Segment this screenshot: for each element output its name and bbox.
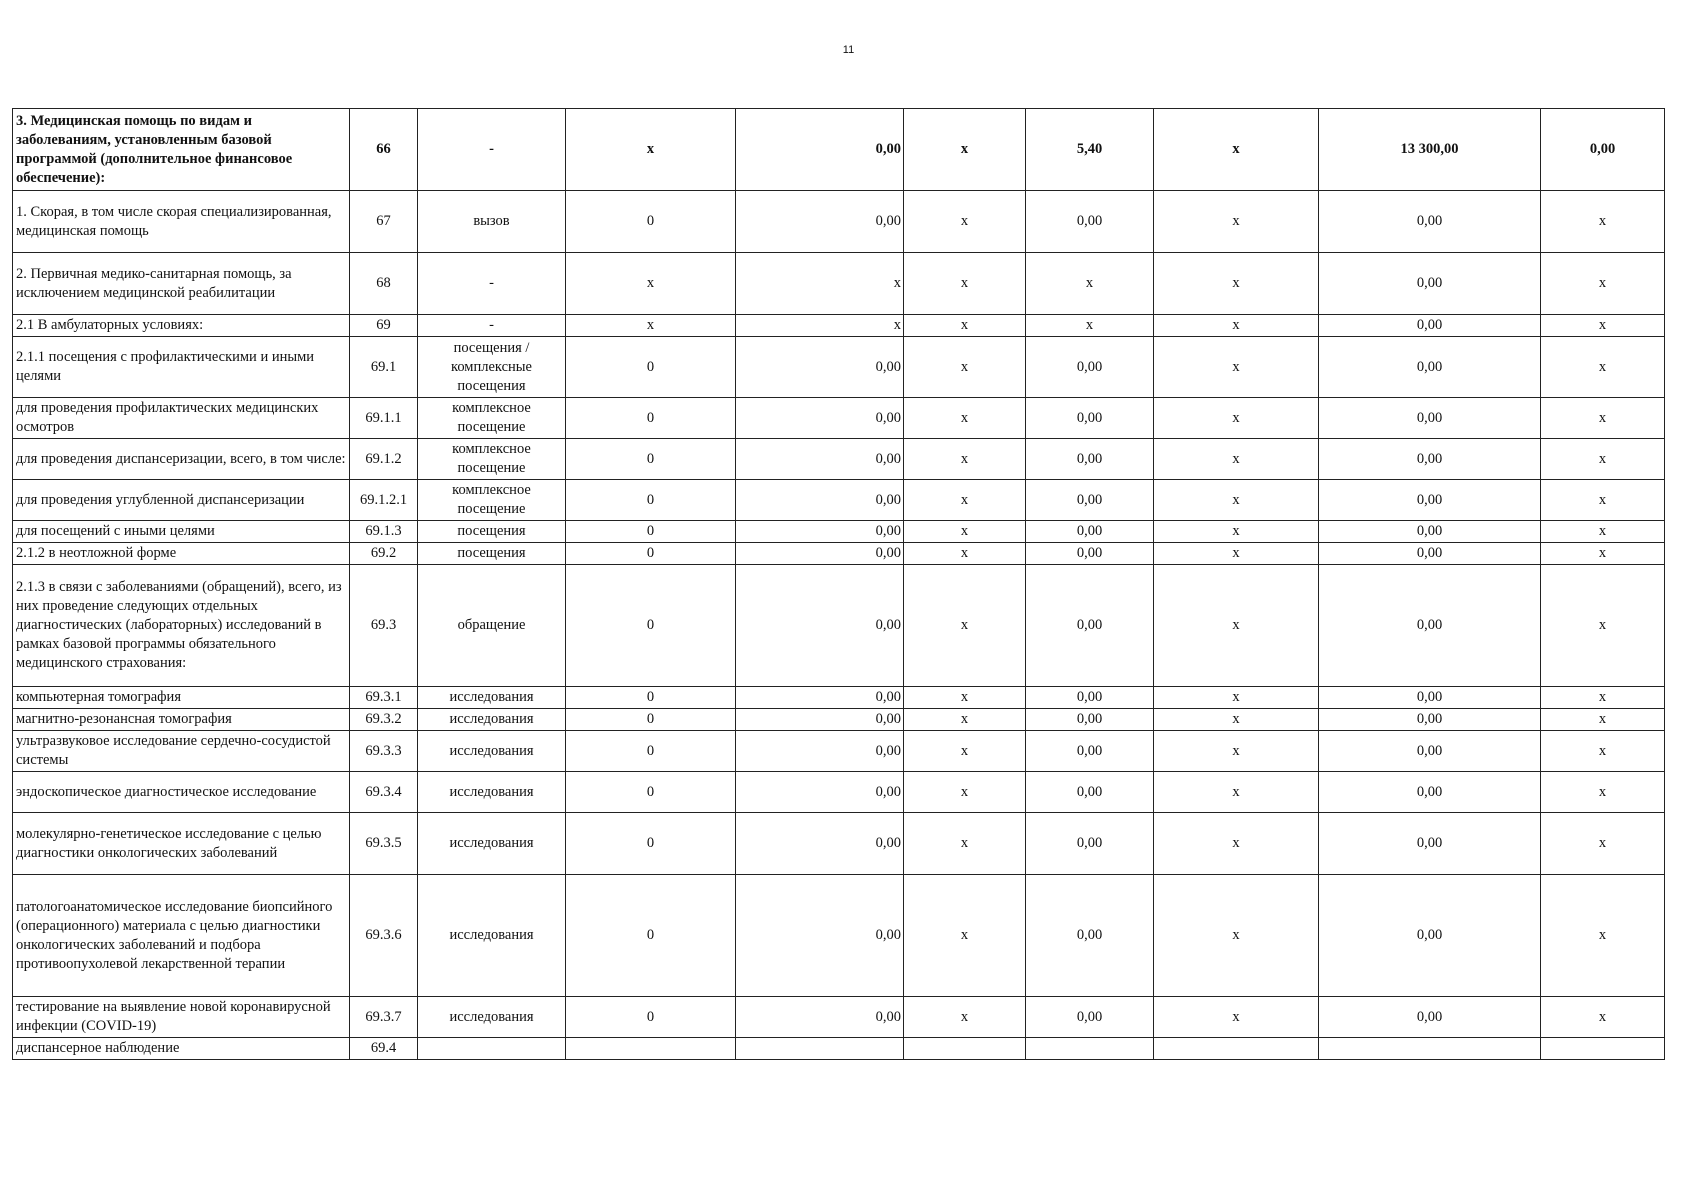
cell-col9: 0,00 (1319, 875, 1541, 997)
row-number: 67 (350, 191, 418, 253)
cell-col7: 0,00 (1026, 772, 1154, 813)
cell-col4: 0 (566, 480, 736, 521)
row-name: патологоанатомическое исследование биопсийного (операционного) материала с целью диагностики онкологических заболеваний и подбора противоопухолевой лекарственной терапии (13, 875, 350, 997)
row-number: 66 (350, 109, 418, 191)
table-row (13, 875, 1665, 997)
cell-col5: 0,00 (736, 480, 904, 521)
row-name: 2. Первичная медико-санитарная помощь, за исключением медицинской реабилитации (13, 253, 350, 315)
cell-col9: 0,00 (1319, 565, 1541, 687)
cell-col10: х (1541, 709, 1665, 731)
unit-cell: исследования (418, 687, 566, 709)
cell-col4: 0 (566, 439, 736, 480)
cell-col5: 0,00 (736, 709, 904, 731)
table-row (13, 997, 1665, 1038)
table-row (13, 315, 1665, 337)
cell-col4 (566, 1038, 736, 1060)
cell-col6 (904, 1038, 1026, 1060)
table-row (13, 731, 1665, 772)
cell-col4: х (566, 315, 736, 337)
unit-cell: - (418, 253, 566, 315)
unit-cell: вызов (418, 191, 566, 253)
cell-col10: х (1541, 191, 1665, 253)
unit-cell: комплексное посещение (418, 480, 566, 521)
cell-col5: 0,00 (736, 109, 904, 191)
cell-col9: 0,00 (1319, 480, 1541, 521)
cell-col4: 0 (566, 731, 736, 772)
cell-col4: 0 (566, 191, 736, 253)
cell-col4: 0 (566, 772, 736, 813)
cell-col5: 0,00 (736, 439, 904, 480)
row-number: 69.4 (350, 1038, 418, 1060)
row-name: 1. Скорая, в том числе скорая специализированная, медицинская помощь (13, 191, 350, 253)
cell-col7: 0,00 (1026, 875, 1154, 997)
table-row (13, 813, 1665, 875)
cell-col10: х (1541, 480, 1665, 521)
cell-col9: 0,00 (1319, 772, 1541, 813)
table-row (13, 109, 1665, 191)
cell-col4: 0 (566, 875, 736, 997)
cell-col10: х (1541, 875, 1665, 997)
row-number: 69.3.4 (350, 772, 418, 813)
cell-col7: 0,00 (1026, 813, 1154, 875)
cell-col5: 0,00 (736, 772, 904, 813)
cell-col8: х (1154, 875, 1319, 997)
unit-cell: исследования (418, 875, 566, 997)
row-number: 69.1.2 (350, 439, 418, 480)
row-name: ультразвуковое исследование сердечно-сосудистой системы (13, 731, 350, 772)
cell-col4: 0 (566, 543, 736, 565)
cell-col6: х (904, 687, 1026, 709)
cell-col5 (736, 1038, 904, 1060)
cell-col9: 0,00 (1319, 997, 1541, 1038)
cell-col10 (1541, 1038, 1665, 1060)
page-number: 11 (842, 44, 855, 56)
cell-col6: х (904, 813, 1026, 875)
cell-col5: 0,00 (736, 337, 904, 398)
row-number: 69.1.3 (350, 521, 418, 543)
cell-col10: х (1541, 543, 1665, 565)
row-name: для проведения профилактических медицинских осмотров (13, 398, 350, 439)
cell-col10: х (1541, 813, 1665, 875)
cell-col8: х (1154, 439, 1319, 480)
unit-cell: посещения (418, 521, 566, 543)
table-row (13, 191, 1665, 253)
cell-col7: 5,40 (1026, 109, 1154, 191)
cell-col5: 0,00 (736, 565, 904, 687)
unit-cell: - (418, 315, 566, 337)
unit-cell: комплексное посещение (418, 398, 566, 439)
row-name: эндоскопическое диагностическое исследование (13, 772, 350, 813)
cell-col8: х (1154, 191, 1319, 253)
cell-col8: х (1154, 709, 1319, 731)
cell-col8: х (1154, 772, 1319, 813)
cell-col7: 0,00 (1026, 337, 1154, 398)
unit-cell: комплексное посещение (418, 439, 566, 480)
table-row (13, 687, 1665, 709)
cell-col5: 0,00 (736, 521, 904, 543)
table-row (13, 1038, 1665, 1060)
cell-col8: х (1154, 253, 1319, 315)
cell-col10: х (1541, 439, 1665, 480)
cell-col7: 0,00 (1026, 439, 1154, 480)
cell-col9: 0,00 (1319, 709, 1541, 731)
cell-col7: 0,00 (1026, 731, 1154, 772)
cell-col7: 0,00 (1026, 997, 1154, 1038)
cell-col8: х (1154, 480, 1319, 521)
cell-col6: х (904, 543, 1026, 565)
cell-col8: х (1154, 109, 1319, 191)
cell-col6: х (904, 480, 1026, 521)
table-row (13, 543, 1665, 565)
cell-col6: х (904, 398, 1026, 439)
unit-cell: исследования (418, 813, 566, 875)
cell-col6: х (904, 875, 1026, 997)
row-number: 69.3.3 (350, 731, 418, 772)
table-row (13, 439, 1665, 480)
cell-col6: х (904, 439, 1026, 480)
cell-col8: х (1154, 315, 1319, 337)
cell-col8 (1154, 1038, 1319, 1060)
unit-cell: обращение (418, 565, 566, 687)
table-row (13, 772, 1665, 813)
cell-col4: 0 (566, 521, 736, 543)
cell-col5: 0,00 (736, 813, 904, 875)
cell-col7: 0,00 (1026, 191, 1154, 253)
cell-col6: х (904, 709, 1026, 731)
row-name: магнитно-резонансная томография (13, 709, 350, 731)
row-name: 2.1.1 посещения с профилактическими и иными целями (13, 337, 350, 398)
table-row (13, 398, 1665, 439)
cell-col9: 13 300,00 (1319, 109, 1541, 191)
cell-col7: 0,00 (1026, 398, 1154, 439)
cell-col7: 0,00 (1026, 480, 1154, 521)
table-row (13, 521, 1665, 543)
table-row (13, 337, 1665, 398)
cell-col8: х (1154, 337, 1319, 398)
cell-col10: х (1541, 521, 1665, 543)
cell-col6: х (904, 772, 1026, 813)
table-row (13, 253, 1665, 315)
cell-col8: х (1154, 813, 1319, 875)
row-name: 2.1.2 в неотложной форме (13, 543, 350, 565)
cell-col7: 0,00 (1026, 521, 1154, 543)
cell-col7: 0,00 (1026, 709, 1154, 731)
cell-col6: х (904, 315, 1026, 337)
cell-col4: 0 (566, 997, 736, 1038)
row-number: 69.2 (350, 543, 418, 565)
row-name: диспансерное наблюдение (13, 1038, 350, 1060)
cell-col6: х (904, 521, 1026, 543)
cell-col7: 0,00 (1026, 687, 1154, 709)
cell-col9: 0,00 (1319, 687, 1541, 709)
cell-col8: х (1154, 565, 1319, 687)
cell-col6: х (904, 337, 1026, 398)
cell-col6: х (904, 253, 1026, 315)
cell-col4: 0 (566, 687, 736, 709)
row-name: для проведения углубленной диспансеризации (13, 480, 350, 521)
cell-col5: 0,00 (736, 543, 904, 565)
unit-cell: исследования (418, 772, 566, 813)
cell-col6: х (904, 997, 1026, 1038)
cell-col10: х (1541, 772, 1665, 813)
cell-col8: х (1154, 997, 1319, 1038)
row-name: 2.1.3 в связи с заболеваниями (обращений), всего, из них проведение следующих отдельных диагностических (лабораторных) исследований в рамках базовой программы обязательного медицинского страхования: (13, 565, 350, 687)
unit-cell: исследования (418, 709, 566, 731)
row-name: для посещений с иными целями (13, 521, 350, 543)
cell-col4: 0 (566, 813, 736, 875)
cell-col4: 0 (566, 565, 736, 687)
cell-col6: х (904, 565, 1026, 687)
cell-col9: 0,00 (1319, 521, 1541, 543)
unit-cell: исследования (418, 731, 566, 772)
cell-col8: х (1154, 687, 1319, 709)
cell-col9: 0,00 (1319, 315, 1541, 337)
row-number: 69 (350, 315, 418, 337)
cell-col7 (1026, 1038, 1154, 1060)
cell-col5: х (736, 315, 904, 337)
cell-col9: 0,00 (1319, 813, 1541, 875)
cell-col5: х (736, 253, 904, 315)
row-number: 69.3.6 (350, 875, 418, 997)
unit-cell: посещения / комплексные посещения (418, 337, 566, 398)
cell-col9: 0,00 (1319, 731, 1541, 772)
cell-col4: 0 (566, 398, 736, 439)
cell-col6: х (904, 109, 1026, 191)
cell-col10: х (1541, 253, 1665, 315)
cell-col10: х (1541, 398, 1665, 439)
cell-col4: х (566, 109, 736, 191)
cell-col9: 0,00 (1319, 191, 1541, 253)
cell-col4: х (566, 253, 736, 315)
table-row (13, 565, 1665, 687)
cell-col8: х (1154, 543, 1319, 565)
row-number: 69.3.2 (350, 709, 418, 731)
cell-col10: х (1541, 337, 1665, 398)
cell-col7: х (1026, 253, 1154, 315)
row-name: молекулярно-генетическое исследование с целью диагностики онкологических заболеваний (13, 813, 350, 875)
cell-col7: 0,00 (1026, 565, 1154, 687)
cell-col5: 0,00 (736, 875, 904, 997)
row-name: 3. Медицинская помощь по видам и заболеваниям, установленным базовой программой (дополнительное финансовое обеспечение): (13, 109, 350, 191)
cell-col9: 0,00 (1319, 439, 1541, 480)
table-row (13, 709, 1665, 731)
row-number: 69.3.1 (350, 687, 418, 709)
financing-table (12, 108, 1665, 1060)
row-number: 69.3 (350, 565, 418, 687)
unit-cell: - (418, 109, 566, 191)
cell-col9: 0,00 (1319, 253, 1541, 315)
cell-col5: 0,00 (736, 731, 904, 772)
cell-col9 (1319, 1038, 1541, 1060)
row-name: компьютерная томография (13, 687, 350, 709)
cell-col5: 0,00 (736, 997, 904, 1038)
cell-col8: х (1154, 398, 1319, 439)
cell-col9: 0,00 (1319, 337, 1541, 398)
cell-col5: 0,00 (736, 687, 904, 709)
row-number: 69.1 (350, 337, 418, 398)
cell-col6: х (904, 191, 1026, 253)
unit-cell: исследования (418, 997, 566, 1038)
cell-col7: 0,00 (1026, 543, 1154, 565)
cell-col10: х (1541, 565, 1665, 687)
cell-col10: 0,00 (1541, 109, 1665, 191)
cell-col4: 0 (566, 337, 736, 398)
cell-col7: х (1026, 315, 1154, 337)
row-name: 2.1 В амбулаторных условиях: (13, 315, 350, 337)
cell-col8: х (1154, 731, 1319, 772)
cell-col10: х (1541, 731, 1665, 772)
cell-col9: 0,00 (1319, 398, 1541, 439)
row-name: тестирование на выявление новой коронавирусной инфекции (COVID-19) (13, 997, 350, 1038)
row-number: 69.1.2.1 (350, 480, 418, 521)
cell-col5: 0,00 (736, 191, 904, 253)
cell-col4: 0 (566, 709, 736, 731)
row-number: 68 (350, 253, 418, 315)
row-number: 69.1.1 (350, 398, 418, 439)
table-body (13, 109, 1665, 1060)
cell-col9: 0,00 (1319, 543, 1541, 565)
unit-cell (418, 1038, 566, 1060)
unit-cell: посещения (418, 543, 566, 565)
cell-col10: х (1541, 687, 1665, 709)
row-name: для проведения диспансеризации, всего, в том числе: (13, 439, 350, 480)
cell-col8: х (1154, 521, 1319, 543)
row-number: 69.3.5 (350, 813, 418, 875)
table-row (13, 480, 1665, 521)
row-number: 69.3.7 (350, 997, 418, 1038)
cell-col5: 0,00 (736, 398, 904, 439)
cell-col10: х (1541, 997, 1665, 1038)
cell-col6: х (904, 731, 1026, 772)
cell-col10: х (1541, 315, 1665, 337)
